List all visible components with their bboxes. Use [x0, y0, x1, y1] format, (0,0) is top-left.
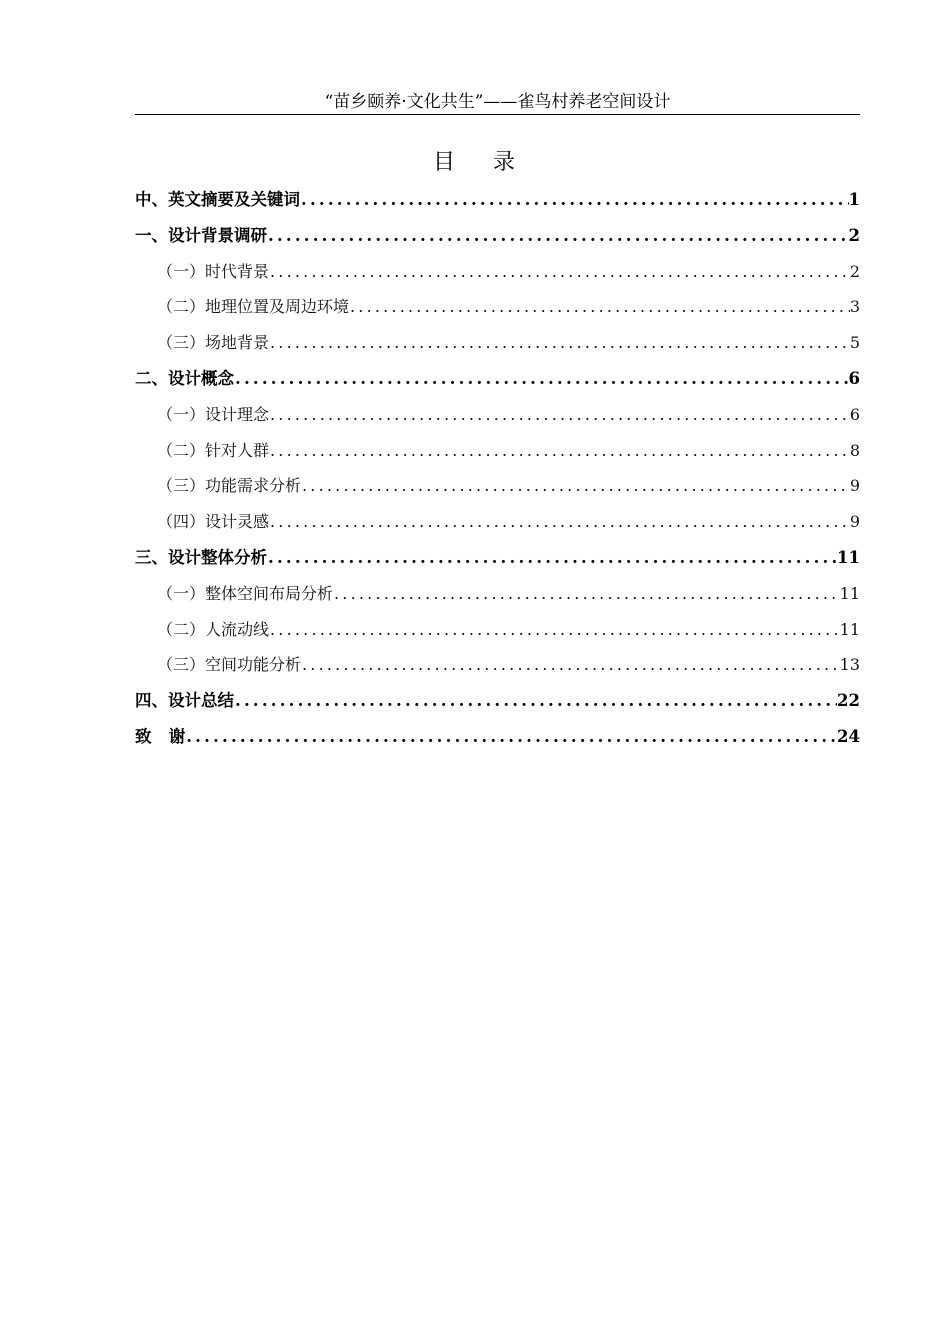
toc-leader-dots	[185, 719, 837, 755]
toc-entry[interactable]	[135, 719, 860, 755]
toc-subentry[interactable]	[135, 647, 860, 683]
toc-entry-page: 24	[837, 726, 860, 746]
toc-leader-dots	[269, 254, 850, 290]
toc-entry-text: 中、英文摘要及关键词	[135, 190, 300, 209]
toc-entry-text: 四、设计总结	[135, 691, 234, 711]
toc-leader-dots	[269, 612, 840, 648]
toc-entry-page: 8	[849, 440, 860, 460]
toc-entry-page: 1	[848, 190, 860, 209]
toc-entry-page: 11	[839, 583, 860, 603]
toc-leader-dots	[301, 468, 850, 504]
toc-entry-page: 11	[837, 547, 860, 567]
toc-subentry[interactable]	[135, 504, 860, 540]
toc-entry-text: （三）场地背景	[157, 333, 270, 353]
toc-entry-page: 9	[849, 512, 860, 532]
header-rule	[135, 114, 860, 115]
toc-subentry[interactable]	[135, 433, 860, 469]
toc-subentry[interactable]	[135, 325, 860, 361]
toc-leader-dots	[269, 433, 850, 469]
running-header: “苗乡颐养·文化共生”——雀鸟村养老空间设计	[324, 92, 671, 112]
toc-entry-text: （二）人流动线	[157, 619, 270, 639]
toc-entry[interactable]	[135, 182, 860, 218]
toc-subentry[interactable]	[135, 254, 860, 290]
toc-entry-text: （二）针对人群	[157, 440, 270, 460]
toc-entry-text: 一、设计背景调研	[135, 225, 267, 245]
toc-entry-text: （三）空间功能分析	[157, 655, 302, 675]
toc-entry-text: （三）功能需求分析	[157, 476, 302, 496]
toc-entry-page: 5	[849, 333, 860, 353]
toc-entry[interactable]	[135, 361, 860, 397]
toc-entry-page: 6	[849, 404, 860, 424]
toc-leader-dots	[234, 361, 849, 397]
toc-leader-dots	[234, 683, 837, 719]
toc-entry-text: （一）设计理念	[157, 404, 270, 424]
toc-leader-dots	[301, 647, 840, 683]
toc-entry-text: 致 谢	[135, 726, 186, 746]
toc-entry-page: 22	[837, 691, 860, 711]
toc-leader-dots	[269, 325, 850, 361]
toc-entry[interactable]	[135, 218, 860, 254]
toc-entry-text: （四）设计灵感	[157, 512, 270, 532]
toc-entry-page: 6	[848, 368, 860, 388]
toc-entry-page: 13	[839, 655, 860, 675]
toc-entry-page: 9	[849, 476, 860, 496]
toc-entry-page: 2	[848, 225, 860, 245]
toc-subentry[interactable]	[135, 397, 860, 433]
toc-entry-text: （一）整体空间布局分析	[157, 583, 334, 603]
toc-entry-page: 2	[849, 261, 860, 281]
toc-entry[interactable]	[135, 683, 860, 719]
toc-subentry[interactable]	[135, 576, 860, 612]
toc-entry-page: 3	[849, 297, 860, 317]
toc-entry-text: 二、设计概念	[135, 368, 234, 388]
table-of-contents	[135, 182, 860, 755]
toc-leader-dots	[333, 576, 840, 612]
toc-leader-dots	[269, 397, 850, 433]
toc-leader-dots	[300, 182, 849, 218]
toc-subentry[interactable]	[135, 468, 860, 504]
toc-subentry[interactable]	[135, 612, 860, 648]
toc-leader-dots	[267, 540, 837, 576]
toc-leader-dots	[349, 289, 850, 325]
toc-leader-dots	[267, 218, 849, 254]
toc-entry-text: （一）时代背景	[157, 261, 270, 281]
toc-title: 目 录	[433, 150, 517, 175]
toc-entry-text: （二）地理位置及周边环境	[157, 297, 350, 317]
toc-entry-text: 三、设计整体分析	[135, 547, 267, 567]
toc-subentry[interactable]	[135, 289, 860, 325]
toc-entry[interactable]	[135, 540, 860, 576]
toc-leader-dots	[269, 504, 850, 540]
toc-entry-page: 11	[839, 619, 860, 639]
